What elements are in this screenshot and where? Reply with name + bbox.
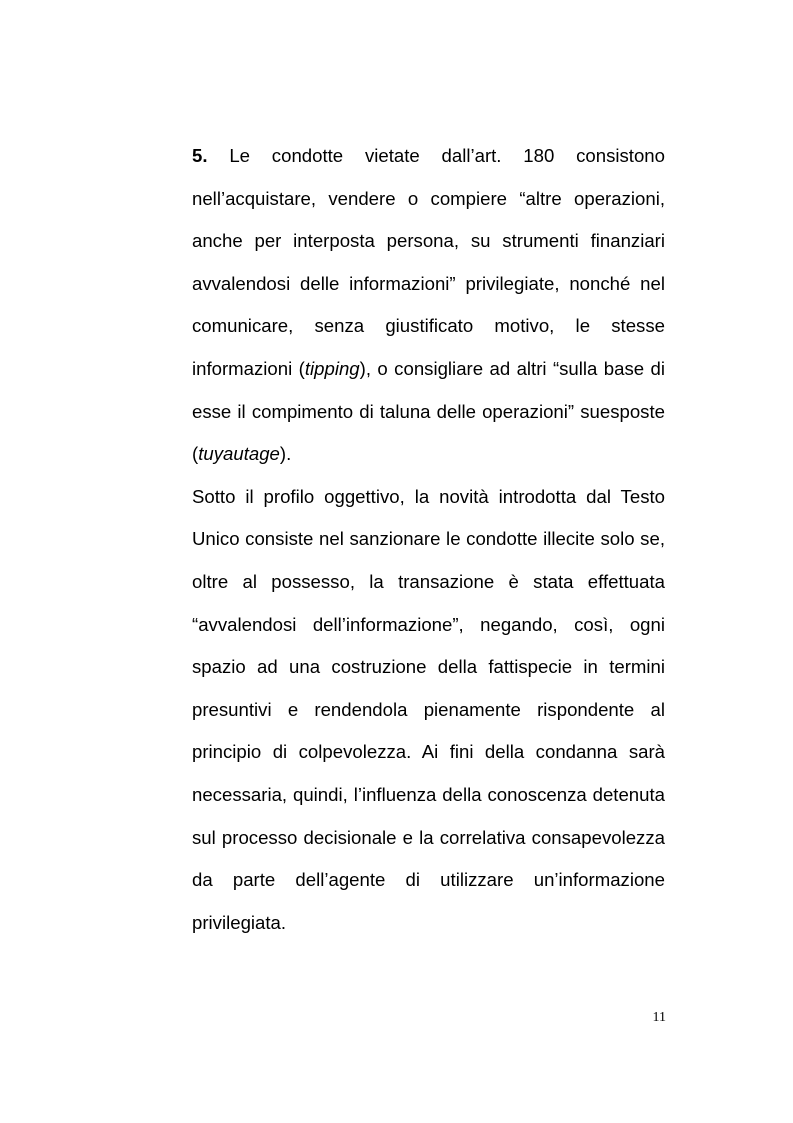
line-text: ), o consigliare ad altri “sulla base di [359, 357, 665, 379]
line-text: ( [192, 443, 199, 465]
text-line: Unico consiste nel sanzionare le condotte illecite solo se, [192, 528, 665, 550]
text-line [192, 433, 665, 476]
text-line: “avvalendosi dell’informazione”, negando, così, ogni [192, 613, 665, 635]
italic-term: tipping [304, 357, 360, 379]
text-line: principio di colpevolezza. Ai fini della condanna sarà [192, 741, 665, 763]
text-line: avvalendosi delle informazioni” privilegiate, nonché nel [192, 272, 665, 294]
line-text: informazioni ( [192, 357, 305, 379]
text-line: presuntivi e rendendola pienamente rispondente al [192, 698, 665, 720]
text-line: comunicare, senza giustificato motivo, le stesse [192, 315, 665, 337]
section-number: 5. [192, 145, 208, 166]
text-line: Sotto il profilo oggettivo, la novità introdotta dal Testo [192, 485, 665, 507]
text-line: sul processo decisionale e la correlativa consapevolezza [192, 826, 665, 848]
body-text [192, 135, 665, 944]
text-line: spazio ad una costruzione della fattispecie in termini [192, 656, 665, 678]
text-line: da parte dell’agente di utilizzare un’informazione [192, 869, 665, 891]
text-line: anche per interposta persona, su strumenti finanziari [192, 230, 665, 252]
line-text: Le condotte vietate dall’art. 180 consistono [207, 145, 665, 166]
italic-term: tuyautage [198, 443, 280, 465]
text-line: privilegiata. [192, 911, 287, 933]
text-line [192, 135, 665, 178]
text-line: oltre al possesso, la transazione è stata effettuata [192, 570, 665, 592]
line-text: ). [279, 443, 292, 465]
text-line: necessaria, quindi, l’influenza della conoscenza detenuta [192, 783, 665, 805]
text-line: nell’acquistare, vendere o compiere “altre operazioni, [192, 187, 665, 209]
page-number: 11 [652, 1010, 666, 1025]
text-line: esse il compimento di taluna delle operazioni” suesposte [192, 400, 665, 422]
text-line [192, 348, 665, 391]
